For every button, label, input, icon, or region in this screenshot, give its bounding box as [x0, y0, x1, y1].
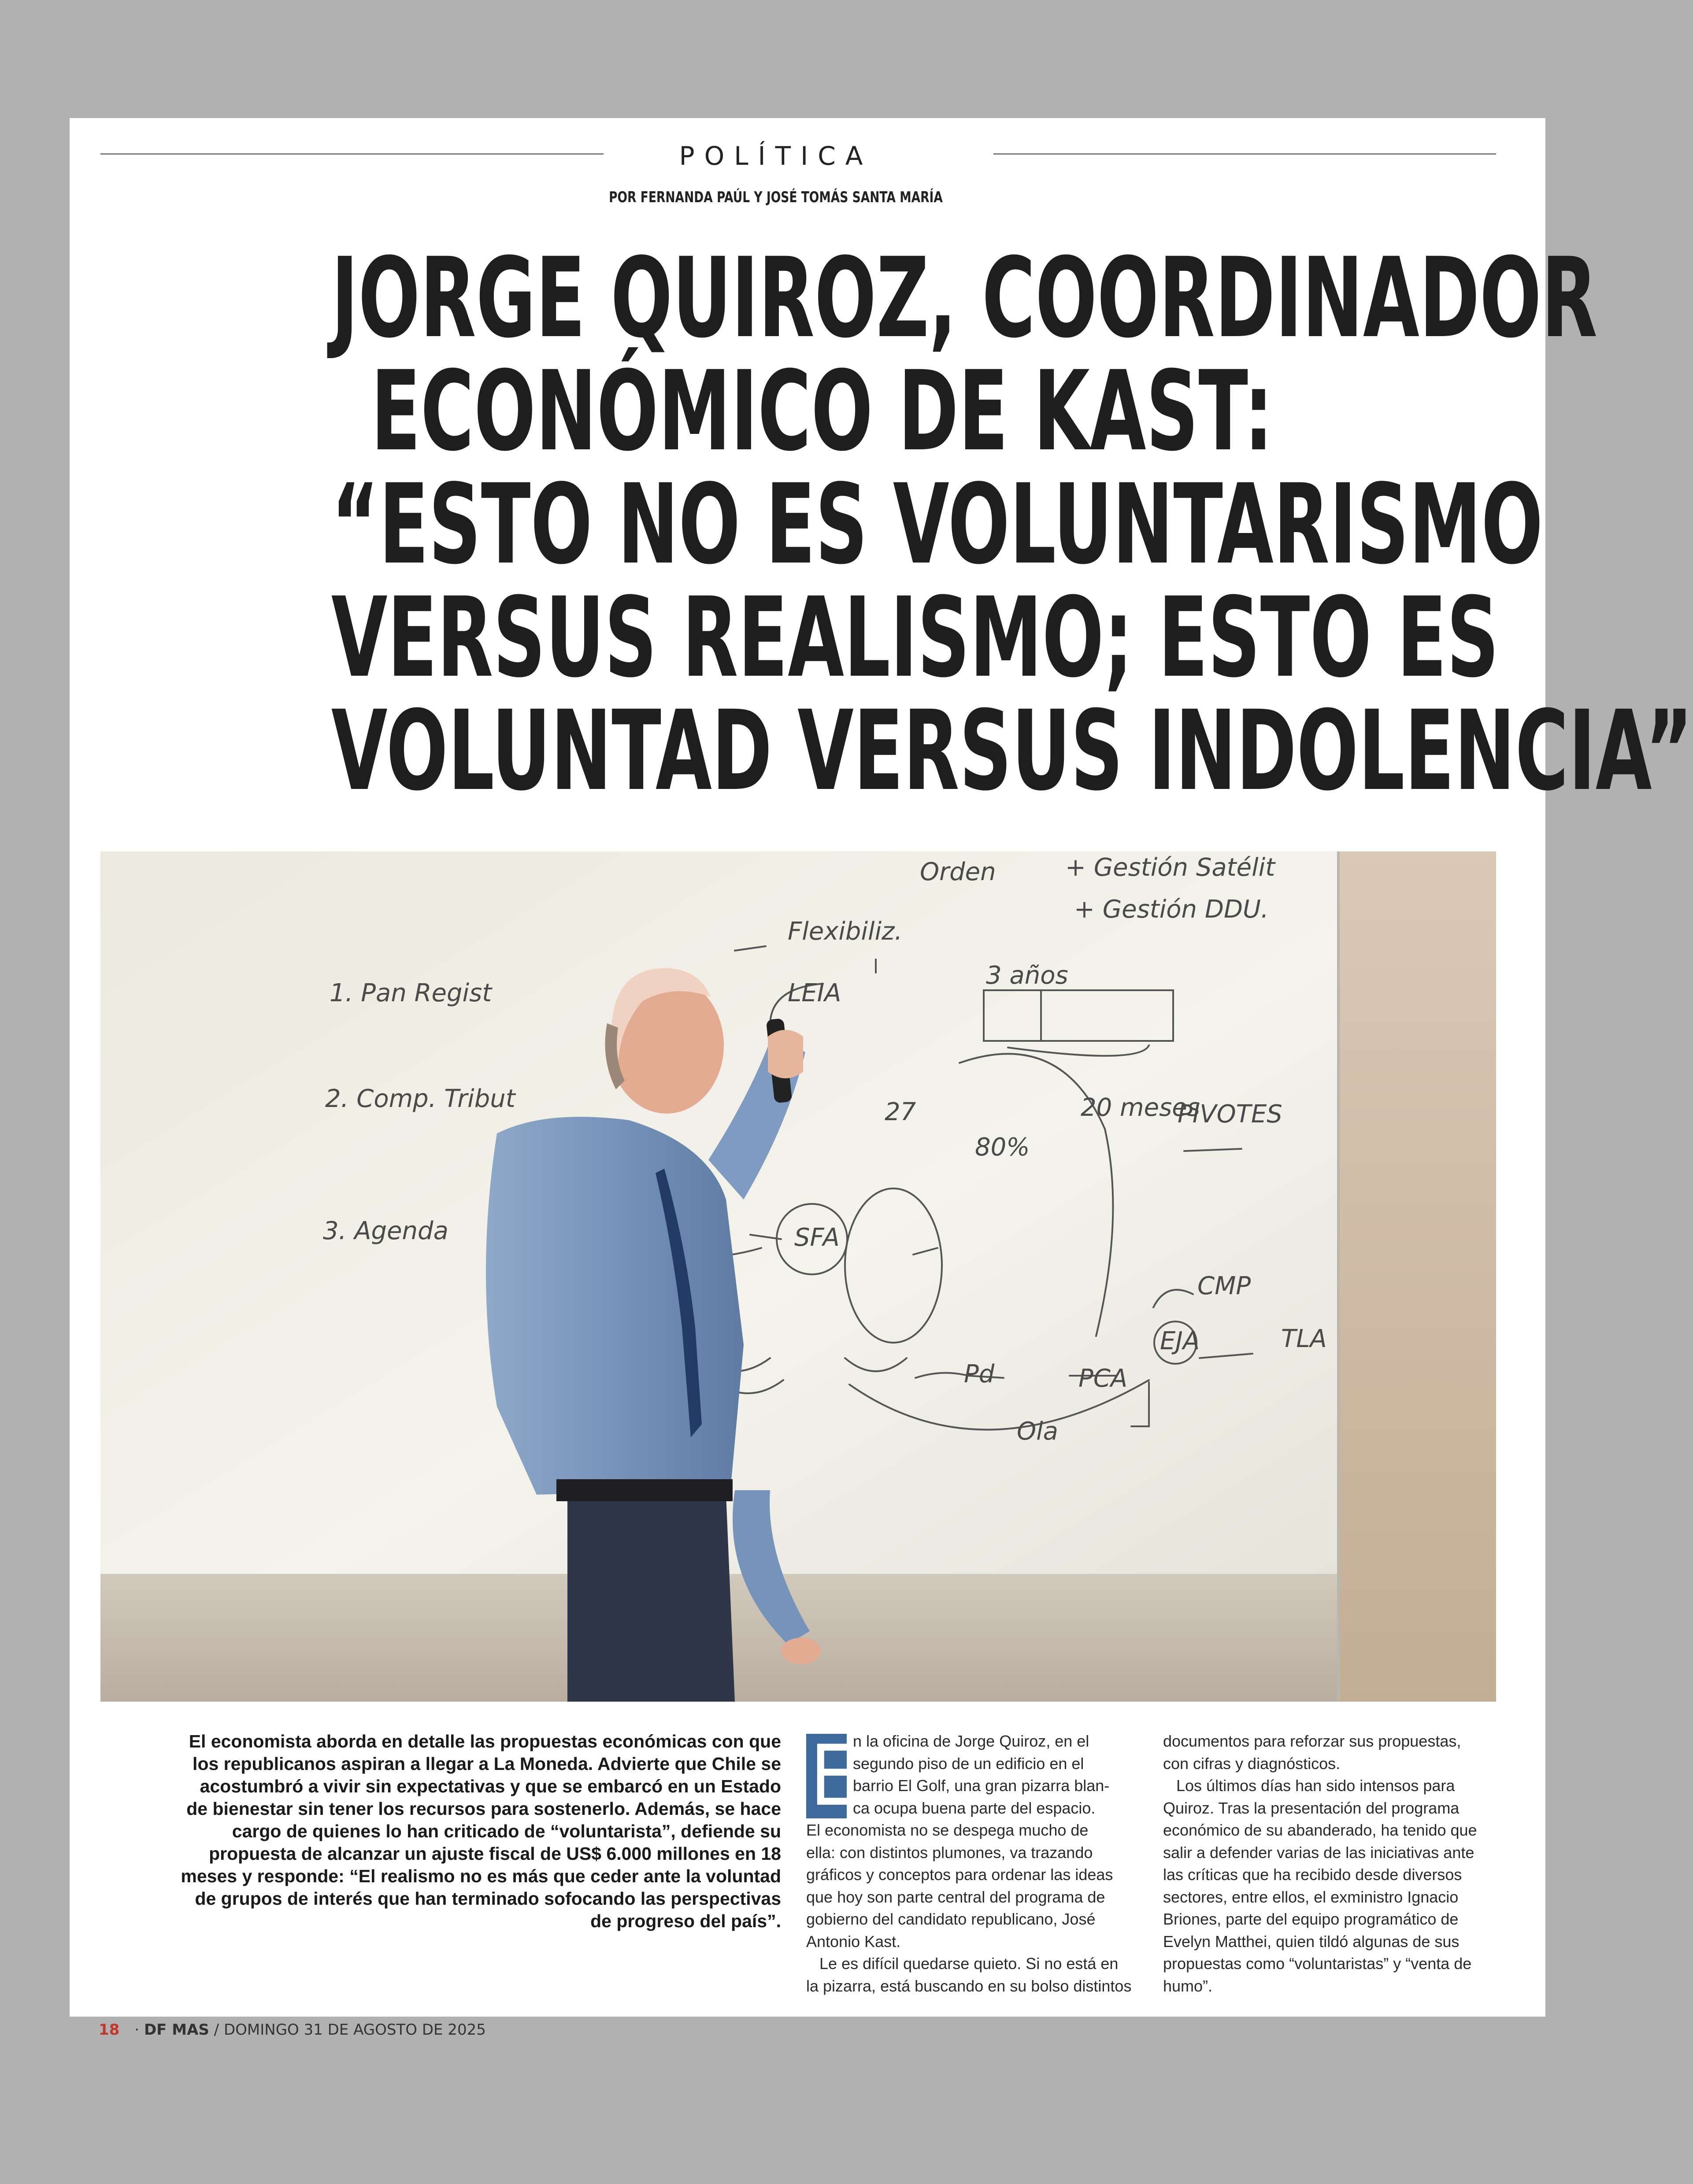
svg-text:Orden: Orden — [920, 858, 996, 886]
svg-text:CMP: CMP — [1197, 1272, 1251, 1300]
svg-text:Ola: Ola — [1017, 1417, 1058, 1446]
lead-line: El economista aborda en detalle las propuestas económicas con que — [189, 1731, 781, 1751]
lead-paragraph — [136, 1730, 781, 1932]
headline-line: “ESTO NO ES VOLUNTARISMO — [331, 460, 1543, 589]
body-line: Evelyn Matthei, quien tildó algunas de sus — [1163, 1932, 1460, 1951]
body-line: documentos para reforzar sus propuestas, — [1163, 1732, 1461, 1750]
body-line: con cifras y diagnósticos. — [1163, 1754, 1341, 1773]
svg-text:Flexibiliz.: Flexibiliz. — [788, 917, 903, 946]
issue-date: DOMINGO 31 DE AGOSTO DE 2025 — [223, 2021, 486, 2039]
body-line: ca ocupa buena parte del espacio. — [853, 1799, 1096, 1817]
body-line: sectores, entre ellos, el exministro Ignacio — [1163, 1888, 1459, 1906]
byline: POR FERNANDA PAÚL Y JOSÉ TOMÁS SANTA MARÍA — [609, 189, 943, 206]
svg-text:3 años: 3 años — [986, 961, 1068, 990]
body-line: la pizarra, está buscando en su bolso distintos — [806, 1977, 1132, 1995]
body-line: las críticas que ha recibido desde diversos — [1163, 1866, 1462, 1884]
lead-line: los republicanos aspiran a llegar a La Moneda. Advierte que Chile se — [193, 1754, 781, 1774]
body-line: n la oficina de Jorge Quiroz, en el — [853, 1732, 1089, 1750]
body-line: Los últimos días han sido intensos para — [1163, 1777, 1455, 1795]
lead-line: de grupos de interés que han terminado sofocando las perspectivas — [195, 1888, 781, 1909]
svg-text:EJA: EJA — [1160, 1327, 1200, 1355]
body-column-2 — [1163, 1730, 1507, 1997]
body-line: gráficos y conceptos para ordenar las ideas — [806, 1866, 1113, 1884]
body-line: humo”. — [1163, 1977, 1213, 1995]
lead-line: acostumbró a vivir sin expectativas y que se embarcó en un Estado — [200, 1776, 781, 1796]
body-line: salir a defender varias de las iniciativas ante — [1163, 1843, 1474, 1862]
headline-line: JORGE QUIROZ, COORDINADOR — [331, 234, 1598, 362]
section-label: POLÍTICA — [679, 141, 873, 171]
svg-text:27: 27 — [885, 1098, 916, 1126]
svg-text:20 meses: 20 meses — [1081, 1093, 1200, 1122]
svg-text:SFA: SFA — [794, 1223, 840, 1252]
svg-text:PCA: PCA — [1078, 1364, 1128, 1393]
body-line: Le es difícil quedarse quieto. Si no está en — [806, 1954, 1119, 1973]
magazine-page — [70, 118, 1693, 2017]
svg-text:1. Pan Regist: 1. Pan Regist — [330, 979, 492, 1007]
body-line: Antonio Kast. — [806, 1932, 901, 1951]
svg-text:LEIA: LEIA — [788, 979, 841, 1007]
headline — [78, 234, 1693, 815]
body-column-1 — [806, 1727, 1145, 1997]
lead-line: de bienestar sin tener los recursos para sostenerlo. Además, se hace — [186, 1799, 781, 1819]
body-line: que hoy son parte central del programa de — [806, 1888, 1105, 1906]
lead-line: meses y responde: “El realismo no es más que ceder ante la voluntad — [181, 1866, 781, 1886]
lead-line: cargo de quienes lo han criticado de “voluntarista”, defiende su — [232, 1821, 781, 1841]
body-line: propuestas como “voluntaristas” y “venta de — [1163, 1954, 1472, 1973]
whiteboard-photo — [100, 851, 1496, 1702]
page-number: 18 — [99, 2021, 120, 2039]
drop-cap: E — [806, 1734, 847, 1818]
body-line: El economista no se despega mucho de — [806, 1821, 1089, 1839]
wood-wall — [1338, 851, 1496, 1702]
svg-text:+ Gestión DDU.: + Gestión DDU. — [1074, 895, 1269, 924]
body-line: Quiroz. Tras la presentación del programa — [1163, 1799, 1460, 1817]
body-line: económico de su abanderado, ha tenido que — [1163, 1821, 1477, 1839]
body-line: Briones, parte del equipo programático de — [1163, 1910, 1459, 1928]
magazine-name: DF MAS — [144, 2021, 209, 2039]
headline-line: ECONÓMICO DE KAST: — [371, 347, 1273, 475]
svg-text:Pd: Pd — [964, 1360, 995, 1388]
body-line: segundo piso de un edificio en el — [853, 1754, 1084, 1773]
lead-line: de progreso del país”. — [590, 1911, 781, 1931]
svg-text:+ Gestión Satélit: + Gestión Satélit — [1065, 853, 1275, 882]
svg-text:2. Comp. Tribut: 2. Comp. Tribut — [325, 1085, 515, 1113]
footer-bullet: · — [134, 2021, 144, 2039]
svg-text:80%: 80% — [975, 1133, 1030, 1162]
footer-separator: / — [209, 2021, 224, 2039]
headline-line: VOLUNTAD VERSUS INDOLENCIA” — [331, 687, 1693, 815]
headline-line: VERSUS REALISMO; ESTO ES — [331, 574, 1499, 702]
body-line: ella: con distintos plumones, va trazando — [806, 1843, 1093, 1862]
svg-text:TLA: TLA — [1281, 1325, 1327, 1353]
body-line: gobierno del candidato republicano, José — [806, 1910, 1096, 1928]
body-line: barrio El Golf, una gran pizarra blan- — [853, 1777, 1110, 1795]
page-footer — [99, 2021, 486, 2039]
svg-text:3. Agenda: 3. Agenda — [323, 1217, 448, 1245]
lead-line: propuesta de alcanzar un ajuste fiscal de US$ 6.000 millones en 18 — [209, 1843, 781, 1864]
svg-text:PIVOTES: PIVOTES — [1178, 1100, 1282, 1129]
